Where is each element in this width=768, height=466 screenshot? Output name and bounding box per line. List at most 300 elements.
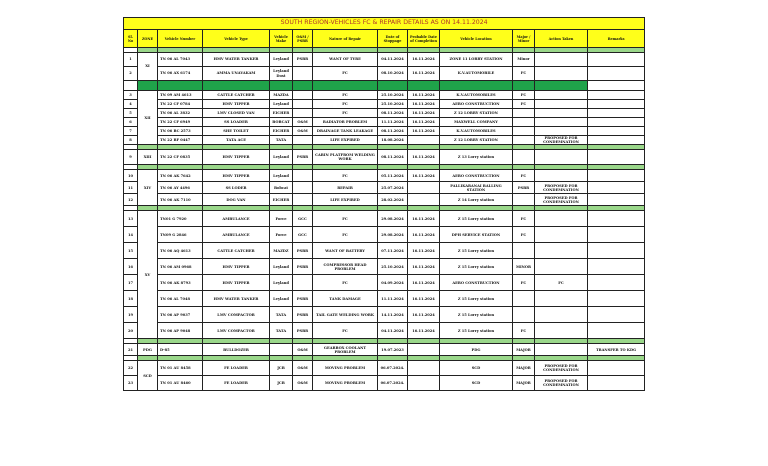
sl-cell: 4: [124, 100, 138, 109]
vehicle-number-cell: TN 22 BF 0447: [158, 136, 203, 145]
header-zone: ZONE: [138, 30, 158, 48]
vehicle-make-cell: Force: [270, 211, 293, 227]
probable-completion-cell: 16.11.2024: [408, 243, 440, 259]
remarks-cell: [588, 91, 645, 100]
table-row: [124, 344, 645, 356]
remarks-cell: [588, 67, 645, 81]
report-sheet: [123, 17, 644, 391]
sl-cell: 6: [124, 118, 138, 127]
remarks-cell: [588, 109, 645, 118]
action-taken-cell: [535, 67, 588, 81]
vehicle-type-cell: HMV TIPPER: [203, 259, 270, 275]
table-row: [124, 53, 645, 67]
vehicle-make-cell: JCB: [270, 376, 293, 391]
probable-completion-cell: 16.11.2024: [408, 127, 440, 136]
major-minor-cell: [513, 136, 535, 145]
major-minor-cell: [513, 243, 535, 259]
probable-completion-cell: 16.11.2024: [408, 91, 440, 100]
vehicle-make-cell: JCB: [270, 361, 293, 376]
vehicle-number-cell: TN 06 AK 7110: [158, 194, 203, 206]
probable-completion-cell: 16.11.2024: [408, 109, 440, 118]
action-taken-cell: [535, 259, 588, 275]
om-psbr-cell: PSBR: [293, 307, 313, 323]
vehicle-number-cell: TN 22 CF 0784: [158, 100, 203, 109]
major-minor-cell: MAJOR: [513, 344, 535, 356]
vehicle-number-cell: TN09 G 2846: [158, 227, 203, 243]
action-taken-cell: [535, 291, 588, 307]
vehicle-location-cell: Z 14 Lorry station: [440, 194, 513, 206]
table-row: [124, 361, 645, 376]
date-of-stoppage-cell: 07.11.2024: [378, 243, 408, 259]
table-row: [124, 170, 645, 182]
header-major-minor: Major / Minor: [513, 30, 535, 48]
zone-cell: SCD: [138, 361, 158, 391]
date-of-stoppage-cell: 28.02.2024: [378, 194, 408, 206]
vehicle-location-cell: Z 15 Lorry station: [440, 243, 513, 259]
vehicle-number-cell: TN 06 AX 6174: [158, 67, 203, 81]
vehicle-location-cell: Z 15 Lorry station: [440, 211, 513, 227]
vehicle-location-cell: Z 15 Lorry station: [440, 291, 513, 307]
sl-cell: 10: [124, 170, 138, 182]
date-of-stoppage-cell: 05.11.2024: [378, 170, 408, 182]
vehicle-make-cell: MAZDA: [270, 91, 293, 100]
table-row: [124, 91, 645, 100]
vehicle-location-cell: SCD: [440, 361, 513, 376]
nature-of-repair-cell: FC: [313, 211, 378, 227]
nature-of-repair-cell: GEARBOX COOLANT PROBLEM: [313, 344, 378, 356]
nature-of-repair-cell: COMPRESSOR HEAD PROBLEM: [313, 259, 378, 275]
vehicle-number-cell: TN 06 AY 4496: [158, 182, 203, 194]
header-vehicle-number: Vehicle Number: [158, 30, 203, 48]
om-psbr-cell: [293, 109, 313, 118]
nature-of-repair-cell: FC: [313, 109, 378, 118]
remarks-cell: [588, 376, 645, 391]
vehicle-number-cell: TN 09 AM 4613: [158, 91, 203, 100]
major-minor-cell: FC: [513, 323, 535, 339]
om-psbr-cell: O&M: [293, 344, 313, 356]
om-psbr-cell: PSBR: [293, 323, 313, 339]
sl-cell: 18: [124, 291, 138, 307]
vehicle-location-cell: SCD: [440, 376, 513, 391]
header-vehicle-location: Vehicle Location: [440, 30, 513, 48]
om-psbr-cell: [293, 170, 313, 182]
remarks-cell: [588, 194, 645, 206]
probable-completion-cell: 16.11.2024: [408, 307, 440, 323]
nature-of-repair-cell: FC: [313, 227, 378, 243]
table-row: [124, 376, 645, 391]
sl-cell: 1: [124, 53, 138, 67]
probable-completion-cell: [408, 194, 440, 206]
om-psbr-cell: [293, 275, 313, 291]
remarks-cell: [588, 136, 645, 145]
nature-of-repair-cell: DRAINAGE TANK LEAKAGE: [313, 127, 378, 136]
vehicle-make-cell: TATA: [270, 307, 293, 323]
nature-of-repair-cell: MOVING PROBLEM: [313, 376, 378, 391]
vehicle-make-cell: Leyland: [270, 150, 293, 165]
vehicle-make-cell: EICHER: [270, 109, 293, 118]
table-row: [124, 182, 645, 194]
vehicle-repair-table: [123, 17, 645, 391]
table-row: [124, 227, 645, 243]
vehicle-number-cell: TN 01 AU 8460: [158, 376, 203, 391]
vehicle-make-cell: Leyland Dost: [270, 67, 293, 81]
vehicle-number-cell: TN 22 CF 6949: [158, 118, 203, 127]
om-psbr-cell: PSBR: [293, 259, 313, 275]
nature-of-repair-cell: FC: [313, 275, 378, 291]
date-of-stoppage-cell: 25.10.2024: [378, 100, 408, 109]
vehicle-location-cell: Z 12 LORRY STATION: [440, 136, 513, 145]
zone-cell: XIV: [138, 170, 158, 206]
date-of-stoppage-cell: 29.08.2024: [378, 227, 408, 243]
table-row: [124, 275, 645, 291]
remarks-cell: [588, 100, 645, 109]
vehicle-type-cell: AMBULANCE: [203, 211, 270, 227]
sl-cell: 23: [124, 376, 138, 391]
probable-completion-cell: [408, 376, 440, 391]
vehicle-make-cell: Leyland: [270, 100, 293, 109]
vehicle-location-cell: K.V.AUTOMOBILES: [440, 127, 513, 136]
date-of-stoppage-cell: 04.11.2024: [378, 53, 408, 67]
vehicle-make-cell: EICHER: [270, 127, 293, 136]
major-minor-cell: [513, 118, 535, 127]
date-of-stoppage-cell: 06.07.2024.: [378, 361, 408, 376]
action-taken-cell: [535, 118, 588, 127]
sl-cell: 7: [124, 127, 138, 136]
nature-of-repair-cell: FC: [313, 91, 378, 100]
probable-completion-cell: [408, 361, 440, 376]
om-psbr-cell: [293, 136, 313, 145]
action-taken-cell: PROPOSED FOR CONDEMNATION: [535, 361, 588, 376]
action-taken-cell: [535, 109, 588, 118]
table-row: [124, 211, 645, 227]
probable-completion-cell: 16.11.2024: [408, 67, 440, 81]
nature-of-repair-cell: WANT OF BATTERY: [313, 243, 378, 259]
om-psbr-cell: O&M: [293, 376, 313, 391]
om-psbr-cell: [293, 91, 313, 100]
vehicle-make-cell: Force: [270, 227, 293, 243]
remarks-cell: [588, 118, 645, 127]
header-row: [124, 30, 645, 48]
probable-completion-cell: 16.11.2024: [408, 53, 440, 67]
action-taken-cell: [535, 344, 588, 356]
om-psbr-cell: [293, 100, 313, 109]
date-of-stoppage-cell: 11.11.2024: [378, 118, 408, 127]
vehicle-type-cell: BULLDOZER: [203, 344, 270, 356]
vehicle-location-cell: K.V.AUTOMOBILE: [440, 67, 513, 81]
date-of-stoppage-cell: 08.11.2024: [378, 109, 408, 118]
sl-cell: 14: [124, 227, 138, 243]
date-of-stoppage-cell: 06.07.2024.: [378, 376, 408, 391]
action-taken-cell: [535, 170, 588, 182]
vehicle-location-cell: Z 15 Lorry station: [440, 323, 513, 339]
vehicle-location-cell: DPH SERVICE STATION: [440, 227, 513, 243]
action-taken-cell: [535, 227, 588, 243]
om-psbr-cell: O&M: [293, 361, 313, 376]
major-minor-cell: FC: [513, 170, 535, 182]
action-taken-cell: [535, 150, 588, 165]
nature-of-repair-cell: FC: [313, 67, 378, 81]
header-probable-completion: Probable Date of Completion: [408, 30, 440, 48]
table-row: [124, 136, 645, 145]
group-separator: [124, 81, 645, 91]
remarks-cell: [588, 291, 645, 307]
vehicle-type-cell: LMV CLOSED VAN: [203, 109, 270, 118]
vehicle-type-cell: HMV TIPPER: [203, 170, 270, 182]
vehicle-type-cell: LMV COMPACTOR: [203, 323, 270, 339]
major-minor-cell: MINOR: [513, 259, 535, 275]
vehicle-location-cell: Z 12 LORRY STATION: [440, 109, 513, 118]
vehicle-type-cell: AMMA UNAVAKAM: [203, 67, 270, 81]
vehicle-type-cell: HMV TIPPER: [203, 150, 270, 165]
vehicle-make-cell: [270, 344, 293, 356]
vehicle-location-cell: AERO CONSTRUCTION: [440, 100, 513, 109]
vehicle-number-cell: TN 06 AK 8793: [158, 275, 203, 291]
nature-of-repair-cell: CABIN PLATFROM WELDING WORK: [313, 150, 378, 165]
nature-of-repair-cell: TAIL GATE WELDING WORK: [313, 307, 378, 323]
vehicle-type-cell: CATTLE CATCHER: [203, 91, 270, 100]
date-of-stoppage-cell: 04.09.2024: [378, 275, 408, 291]
vehicle-location-cell: PALLIKARANAI BALLING STATION: [440, 182, 513, 194]
major-minor-cell: FC: [513, 275, 535, 291]
nature-of-repair-cell: LIFE EXPIRED: [313, 194, 378, 206]
vehicle-type-cell: DOG VAN: [203, 194, 270, 206]
remarks-cell: TRANSFER TO KDG: [588, 344, 645, 356]
vehicle-number-cell: TN 06 AM 0968: [158, 259, 203, 275]
probable-completion-cell: 16.11.2024: [408, 118, 440, 127]
table-row: [124, 291, 645, 307]
remarks-cell: [588, 361, 645, 376]
vehicle-make-cell: TATA: [270, 136, 293, 145]
sl-cell: 19: [124, 307, 138, 323]
remarks-cell: [588, 211, 645, 227]
vehicle-location-cell: Z 15 Lorry station: [440, 259, 513, 275]
header-sl: Sl. No: [124, 30, 138, 48]
vehicle-location-cell: K.V.AUTOMOBILES: [440, 91, 513, 100]
vehicle-location-cell: ZONE 11 LORRY STATION: [440, 53, 513, 67]
nature-of-repair-cell: LIFE EXPIRED: [313, 136, 378, 145]
action-taken-cell: [535, 211, 588, 227]
vehicle-number-cell: D-85: [158, 344, 203, 356]
vehicle-type-cell: TATA ACE: [203, 136, 270, 145]
header-om-psbr: O&M / PSBR: [293, 30, 313, 48]
major-minor-cell: FC: [513, 227, 535, 243]
sl-cell: 22: [124, 361, 138, 376]
date-of-stoppage-cell: 25.10.2024: [378, 259, 408, 275]
action-taken-cell: PROPOSED FOR CONDEMNATION: [535, 136, 588, 145]
report-title: SOUTH REGION-VEHICLES FC & REPAIR DETAILS AS ON 14.11.2024: [124, 18, 645, 30]
probable-completion-cell: 16.11.2024: [408, 170, 440, 182]
table-row: [124, 323, 645, 339]
om-psbr-cell: PSBR: [293, 291, 313, 307]
sl-cell: 21: [124, 344, 138, 356]
vehicle-make-cell: Bobcat: [270, 182, 293, 194]
header-vehicle-make: Vehicle Make: [270, 30, 293, 48]
major-minor-cell: [513, 291, 535, 307]
probable-completion-cell: [408, 136, 440, 145]
nature-of-repair-cell: MOVING PROBLEM: [313, 361, 378, 376]
remarks-cell: [588, 170, 645, 182]
vehicle-number-cell: TN 22 CF 0835: [158, 150, 203, 165]
vehicle-make-cell: EICHER: [270, 194, 293, 206]
remarks-cell: [588, 150, 645, 165]
probable-completion-cell: 16.11.2024: [408, 150, 440, 165]
probable-completion-cell: 16.11.2024: [408, 275, 440, 291]
major-minor-cell: Minor: [513, 53, 535, 67]
table-row: [124, 194, 645, 206]
table-row: [124, 259, 645, 275]
header-remarks: Remarks: [588, 30, 645, 48]
zone-cell: XI: [138, 53, 158, 81]
om-psbr-cell: PSBR: [293, 150, 313, 165]
action-taken-cell: [535, 243, 588, 259]
om-psbr-cell: GCC: [293, 211, 313, 227]
date-of-stoppage-cell: 04.11.2024: [378, 323, 408, 339]
remarks-cell: [588, 307, 645, 323]
vehicle-make-cell: Leyland: [270, 259, 293, 275]
remarks-cell: [588, 53, 645, 67]
vehicle-type-cell: FE LOADER: [203, 361, 270, 376]
table-row: [124, 67, 645, 81]
vehicle-type-cell: HMV TIPPER: [203, 275, 270, 291]
probable-completion-cell: 16.11.2024: [408, 211, 440, 227]
om-psbr-cell: [293, 182, 313, 194]
zone-cell: XV: [138, 211, 158, 339]
action-taken-cell: [535, 53, 588, 67]
sl-cell: 15: [124, 243, 138, 259]
action-taken-cell: [535, 100, 588, 109]
zone-cell: XIII: [138, 150, 158, 165]
probable-completion-cell: 16.11.2024: [408, 227, 440, 243]
major-minor-cell: [513, 127, 535, 136]
om-psbr-cell: GCC: [293, 227, 313, 243]
date-of-stoppage-cell: 08.11.2024: [378, 127, 408, 136]
nature-of-repair-cell: WANT OF TYRE: [313, 53, 378, 67]
major-minor-cell: [513, 307, 535, 323]
major-minor-cell: MAJOR: [513, 361, 535, 376]
major-minor-cell: FC: [513, 91, 535, 100]
remarks-cell: [588, 227, 645, 243]
date-of-stoppage-cell: 08.10.2024: [378, 67, 408, 81]
header-action-taken: Action Taken: [535, 30, 588, 48]
nature-of-repair-cell: FC: [313, 170, 378, 182]
action-taken-cell: FC: [535, 275, 588, 291]
vehicle-type-cell: AMBULANCE: [203, 227, 270, 243]
nature-of-repair-cell: FC: [313, 100, 378, 109]
vehicle-make-cell: Leyland: [270, 275, 293, 291]
action-taken-cell: PROPOSED FOR CONDEMNATION: [535, 182, 588, 194]
header-date-of-stoppage: Date of Stoppage: [378, 30, 408, 48]
action-taken-cell: [535, 91, 588, 100]
header-nature-of-repair: Nature of Repair: [313, 30, 378, 48]
date-of-stoppage-cell: 29.08.2024: [378, 211, 408, 227]
table-row: [124, 127, 645, 136]
remarks-cell: [588, 127, 645, 136]
probable-completion-cell: 16.11.2024: [408, 100, 440, 109]
om-psbr-cell: [293, 194, 313, 206]
om-psbr-cell: [293, 67, 313, 81]
probable-completion-cell: [408, 182, 440, 194]
nature-of-repair-cell: FC: [313, 323, 378, 339]
vehicle-number-cell: TN01 G 7920: [158, 211, 203, 227]
zone-cell: XII: [138, 91, 158, 145]
vehicle-type-cell: HMV WATER TANKER: [203, 291, 270, 307]
vehicle-make-cell: Leyland: [270, 291, 293, 307]
om-psbr-cell: PSBR: [293, 243, 313, 259]
vehicle-type-cell: CATTLE CATCHER: [203, 243, 270, 259]
sl-cell: 12: [124, 194, 138, 206]
remarks-cell: [588, 275, 645, 291]
vehicle-type-cell: HMV WATER TANKER: [203, 53, 270, 67]
sl-cell: 5: [124, 109, 138, 118]
date-of-stoppage-cell: 19.07.2023: [378, 344, 408, 356]
major-minor-cell: PSBR: [513, 182, 535, 194]
sl-cell: 17: [124, 275, 138, 291]
table-row: [124, 118, 645, 127]
table-row: [124, 109, 645, 118]
vehicle-location-cell: AERO CONSTRUCTION: [440, 170, 513, 182]
vehicle-number-cell: TN 06 AQ 4613: [158, 243, 203, 259]
probable-completion-cell: 16.11.2024: [408, 291, 440, 307]
action-taken-cell: [535, 127, 588, 136]
om-psbr-cell: PSBR: [293, 53, 313, 67]
probable-completion-cell: 16.11.2024: [408, 259, 440, 275]
major-minor-cell: FC: [513, 100, 535, 109]
om-psbr-cell: O&M: [293, 118, 313, 127]
action-taken-cell: [535, 307, 588, 323]
vehicle-type-cell: FE LOADER: [203, 376, 270, 391]
vehicle-type-cell: HMV TIPPER: [203, 100, 270, 109]
vehicle-location-cell: MAXWELL COMPANY: [440, 118, 513, 127]
remarks-cell: [588, 323, 645, 339]
vehicle-location-cell: PDG: [440, 344, 513, 356]
vehicle-make-cell: Leyland: [270, 170, 293, 182]
nature-of-repair-cell: REPAIR: [313, 182, 378, 194]
header-vehicle-type: Vehicle Type: [203, 30, 270, 48]
om-psbr-cell: O&M: [293, 127, 313, 136]
major-minor-cell: [513, 109, 535, 118]
vehicle-number-cell: TN 06 AL 7043: [158, 53, 203, 67]
nature-of-repair-cell: TANK DAMAGE: [313, 291, 378, 307]
vehicle-make-cell: MAZDZ: [270, 243, 293, 259]
vehicle-number-cell: TN 06 AK 7642: [158, 170, 203, 182]
major-minor-cell: [513, 194, 535, 206]
vehicle-location-cell: AERO CONSTRUCTION: [440, 275, 513, 291]
nature-of-repair-cell: RADIATOR PROBLEM: [313, 118, 378, 127]
vehicle-type-cell: LMV COMPACTOR: [203, 307, 270, 323]
zone-cell: PDG: [138, 344, 158, 356]
major-minor-cell: FC: [513, 211, 535, 227]
sl-cell: 9: [124, 150, 138, 165]
table-row: [124, 307, 645, 323]
date-of-stoppage-cell: 25.10.2024: [378, 91, 408, 100]
action-taken-cell: [535, 323, 588, 339]
vehicle-number-cell: TN 06 AL 7048: [158, 291, 203, 307]
major-minor-cell: MAJOR: [513, 376, 535, 391]
vehicle-location-cell: Z 15 Lorry station: [440, 307, 513, 323]
vehicle-number-cell: TN 06 AL 3832: [158, 109, 203, 118]
table-row: [124, 243, 645, 259]
table-row: [124, 150, 645, 165]
vehicle-make-cell: TATA: [270, 323, 293, 339]
vehicle-type-cell: SS LODER: [203, 182, 270, 194]
vehicle-number-cell: TN 01 AU 8458: [158, 361, 203, 376]
sl-cell: 20: [124, 323, 138, 339]
vehicle-number-cell: TN 06 BC 2573: [158, 127, 203, 136]
vehicle-number-cell: TN 06 AP 9048: [158, 323, 203, 339]
date-of-stoppage-cell: 08.11.2024: [378, 150, 408, 165]
remarks-cell: [588, 259, 645, 275]
remarks-cell: [588, 182, 645, 194]
